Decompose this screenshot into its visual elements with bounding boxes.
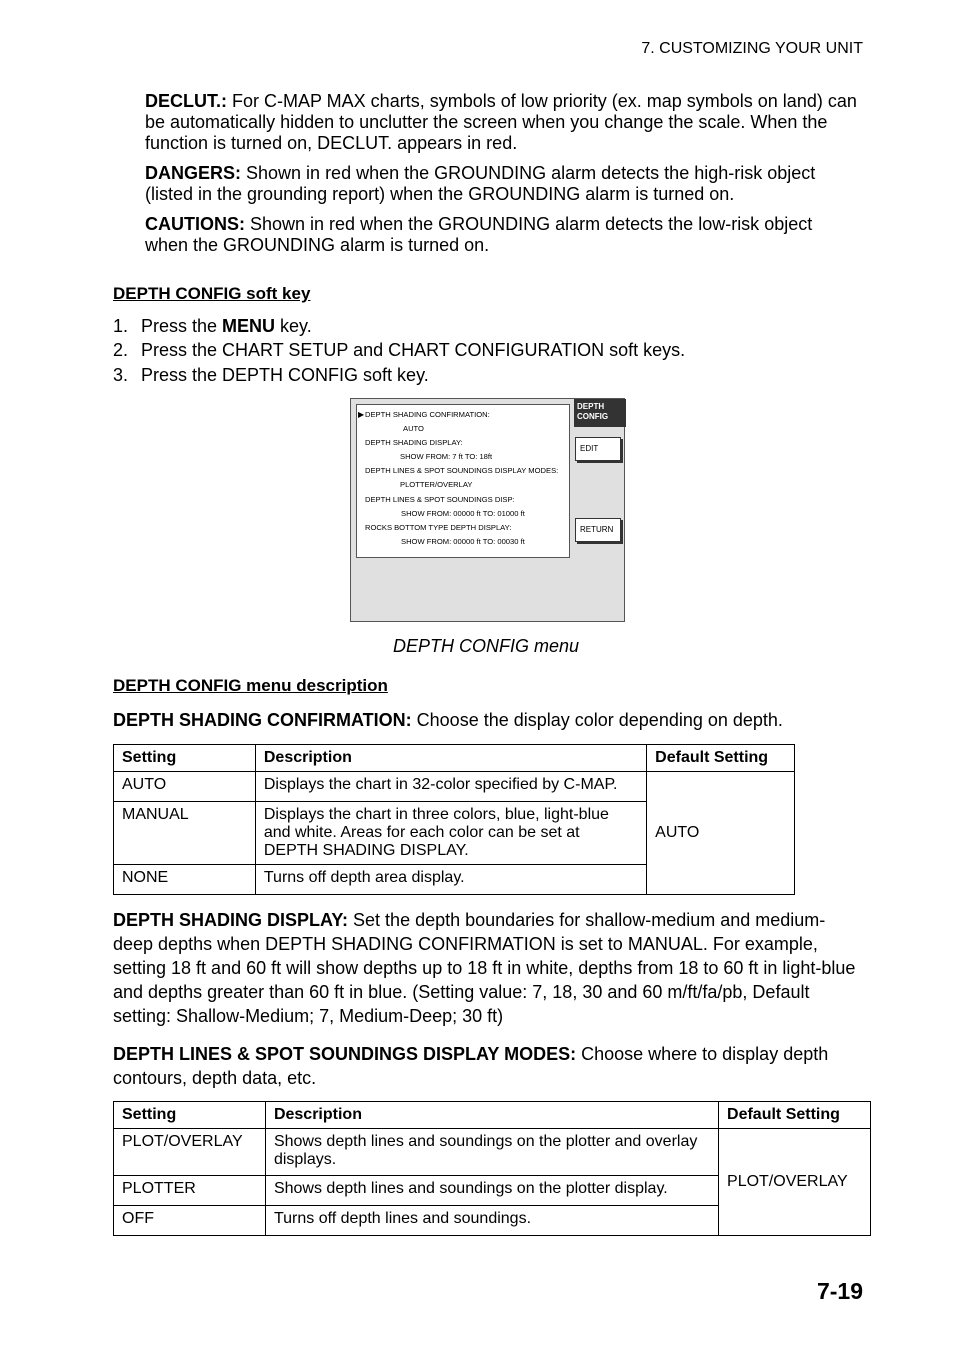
dangers-text: Shown in red when the GROUNDING alarm detects the high-risk object (listed in the grounding report) when the GROUNDING alarm is turned on. [145,163,816,204]
lines-modes-table [113,1101,871,1236]
menu-description-heading: DEPTH CONFIG menu description [113,676,388,695]
lines-modes-paragraph: DEPTH LINES & SPOT SOUNDINGS DISPLAY MODES: Choose where to display depth contours, depth data, etc. [113,1044,829,1088]
header-description: Description [255,745,646,772]
default-cell: PLOT/OVERLAY [719,1129,871,1236]
section-header: 7. CUSTOMIZING YOUR UNIT [641,40,863,57]
softkey-title: DEPTH CONFIG [574,399,626,427]
step-1: 1. Press the MENU key. [113,316,312,336]
step-3: 3. Press the DEPTH CONFIG soft key. [113,365,429,385]
description-cell: Displays the chart in three colors, blue, light-blue and white. Areas for each color can be set at DEPTH SHADING DISPLAY. [255,802,646,865]
cautions-term: CAUTIONS: [145,214,245,234]
setting-cell: PLOT/OVERLAY [114,1129,266,1176]
default-cell: AUTO [647,772,795,895]
header-default: Default Setting [719,1102,871,1129]
description-cell: Shows depth lines and soundings on the plotter display. [265,1176,718,1206]
menu-line[interactable]: ROCKS BOTTOM TYPE DEPTH DISPLAY: [365,523,512,532]
menu-value: AUTO [403,424,424,433]
menu-line[interactable]: DEPTH SHADING DISPLAY: [365,438,463,447]
return-softkey-button[interactable]: RETURN [575,518,621,542]
header-setting: Setting [114,1102,266,1129]
table-row [114,1129,871,1176]
setting-cell: NONE [114,865,256,895]
dangers-term: DANGERS: [145,163,242,183]
page-number: 7-19 [816,1278,863,1304]
menu-line[interactable]: DEPTH LINES & SPOT SOUNDINGS DISPLAY MODES: [365,466,559,475]
header-description: Description [265,1102,718,1129]
menu-line[interactable]: DEPTH SHADING CONFIRMATION: [365,410,490,419]
cursor-pointer-icon: ▶ [358,410,365,419]
figure-caption: DEPTH CONFIG menu [393,636,580,656]
menu-value: SHOW FROM: 00000 ft TO: 01000 ft [401,509,525,518]
table-header-row [114,745,795,772]
step-2: 2. Press the CHART SETUP and CHART CONFIGURATION soft keys. [113,340,686,360]
table-row [114,772,795,802]
menu-value: SHOW FROM: 00000 ft TO: 00030 ft [401,537,525,546]
description-cell: Displays the chart in 32-color specified by C-MAP. [255,772,646,802]
setting-cell: MANUAL [114,802,256,865]
setting-cell: AUTO [114,772,256,802]
setting-cell: OFF [114,1206,266,1236]
header-setting: Setting [114,745,256,772]
shading-display-paragraph: DEPTH SHADING DISPLAY: Set the depth boundaries for shallow-medium and medium-deep depths when DEPTH SHADING CONFIRMATION is set to MANUAL. For example, setting 18 ft and 60 ft will show depths up to 18 ft in white, depths from 18 to 60 ft in light-blue and depths greater than 60 ft in blue. (Setting value: 7, 18, 30 and 60 m/ft/fa/pb, Default setting: Shallow-Medium; 7, Medium-Deep; 30 ft) [113,910,856,1026]
description-cell: Turns off depth lines and soundings. [265,1206,718,1236]
edit-softkey-button[interactable]: EDIT [575,437,621,461]
setting-cell: PLOTTER [114,1176,266,1206]
shading-confirmation-paragraph: DEPTH SHADING CONFIRMATION: Choose the display color depending on depth. [113,710,783,730]
depth-config-menu [356,404,570,558]
menu-value: PLOTTER/OVERLAY [400,480,473,489]
table-header-row [114,1102,871,1129]
description-cell: Turns off depth area display. [255,865,646,895]
menu-line[interactable]: DEPTH LINES & SPOT SOUNDINGS DISP: [365,495,515,504]
cautions-paragraph [145,214,860,256]
description-cell: Shows depth lines and soundings on the plotter and overlay displays. [265,1129,718,1176]
declut-term: DECLUT.: [145,91,227,111]
menu-value: SHOW FROM: 7 ft TO: 18ft [400,452,493,461]
declut-paragraph [145,91,860,154]
header-default: Default Setting [647,745,795,772]
cautions-text: Shown in red when the GROUNDING alarm detects the low-risk object when the GROUNDING alarm is turned on. [145,214,813,255]
declut-text: For C-MAP MAX charts, symbols of low priority (ex. map symbols on land) can be automatically hidden to unclutter the screen when you change the scale. When the function is turned on, DECLUT. appears in red. [145,91,857,153]
depth-config-heading: DEPTH CONFIG soft key [113,284,311,303]
dangers-paragraph [145,163,860,205]
shading-confirmation-table [113,744,795,895]
